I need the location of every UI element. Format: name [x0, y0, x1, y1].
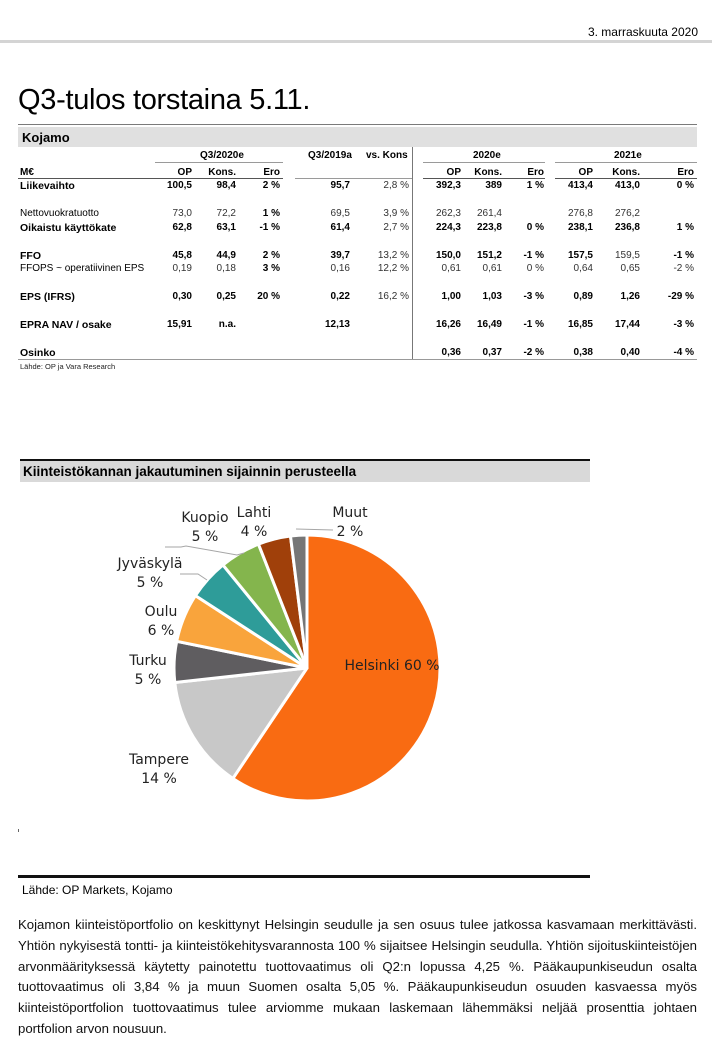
cell-q3-ero: 3 % [262, 263, 280, 274]
muut-leader-line [296, 529, 333, 530]
cell-y21-op: 413,4 [567, 180, 593, 191]
pie-label-muut-value: 2 % [336, 524, 364, 540]
group-underline-2020e [423, 162, 545, 163]
cell-q3-op: 15,91 [166, 319, 192, 330]
subheader-underline [423, 178, 545, 179]
cell-vs-kons: 3,9 % [383, 208, 409, 219]
chart-header [20, 461, 590, 482]
cell-y20-kons: 0,61 [482, 263, 502, 274]
cell-y20-kons: 389 [485, 180, 502, 191]
cell-y20-op: 150,0 [435, 250, 461, 261]
table-bottom-line [18, 359, 697, 360]
pie-label-tampere-value: 14 % [141, 771, 177, 787]
cell-q3-2019: 95,7 [330, 180, 350, 191]
group-header-2021e: 2021e [614, 150, 642, 161]
cell-q3-ero: 20 % [257, 291, 280, 302]
pie-label-jyvskyl-value: 5 % [136, 575, 164, 591]
cell-y20-kons: 0,37 [482, 347, 502, 358]
subheader-ero: Ero [677, 167, 694, 178]
pie-label-tampere-name: Tampere [128, 752, 190, 768]
cell-q3-kons: 63,1 [216, 222, 236, 233]
estimates-table [0, 0, 720, 380]
pie-label-lahti-name: Lahti [236, 505, 272, 521]
cell-y20-kons: 1,03 [482, 291, 502, 302]
cell-q3-ero: -1 % [259, 222, 280, 233]
row-label: EPRA NAV / osake [20, 319, 112, 331]
cell-y20-op: 16,26 [435, 319, 461, 330]
cell-y20-kons: 151,2 [476, 250, 502, 261]
cell-y20-op: 1,00 [441, 291, 461, 302]
cell-vs-kons: 2,8 % [383, 180, 409, 191]
cell-y21-kons: 17,44 [614, 319, 640, 330]
cell-q3-ero: 2 % [262, 250, 280, 261]
cell-q3-2019: 39,7 [330, 250, 350, 261]
group-header-2020e: 2020e [473, 150, 501, 161]
chart-source: Lähde: OP Markets, Kojamo [22, 883, 173, 897]
cell-y20-ero: 0 % [526, 222, 544, 233]
cell-y20-ero: -1 % [523, 250, 544, 261]
subheader-ero: Ero [527, 167, 544, 178]
pie-label-oulu-name: Oulu [144, 604, 178, 620]
cell-q3-ero: 1 % [262, 208, 280, 219]
subheader-underline [555, 178, 697, 179]
cell-y20-ero: 0 % [526, 263, 544, 274]
chart-tick-mark [18, 829, 19, 832]
subheader-op: OP [177, 167, 192, 178]
cell-y21-kons: 159,5 [614, 250, 640, 261]
pie-label-kuopio-value: 5 % [191, 529, 219, 545]
cell-y21-op: 0,64 [573, 263, 593, 274]
cell-q3-op: 0,30 [172, 291, 192, 302]
cell-q3-2019: 0,16 [330, 263, 350, 274]
pie-chart [0, 490, 720, 820]
pie-label-oulu-value: 6 % [147, 623, 175, 639]
group-underline-q3 [155, 162, 283, 163]
subheader-ero: Ero [263, 167, 280, 178]
column-separator [412, 147, 413, 359]
cell-y21-kons: 276,2 [614, 208, 640, 219]
row-label: Oikaistu käyttökate [20, 222, 117, 234]
cell-y20-op: 0,36 [441, 347, 461, 358]
row-label: EPS (IFRS) [20, 291, 75, 303]
cell-y21-kons: 0,40 [620, 347, 640, 358]
cell-y21-op: 0,38 [573, 347, 593, 358]
cell-q3-kons: 44,9 [216, 250, 236, 261]
subheader-kons: Kons. [612, 167, 640, 178]
cell-q3-kons: 72,2 [216, 208, 236, 219]
cell-y20-kons: 223,8 [476, 222, 502, 233]
pie-label-helsinki-value: Helsinki 60 % [344, 658, 440, 674]
cell-y20-ero: -3 % [523, 291, 544, 302]
cell-vs-kons: 16,2 % [377, 291, 409, 302]
cell-y21-ero: -1 % [673, 250, 694, 261]
subheader-kons: Kons. [208, 167, 236, 178]
cell-q3-2019: 0,22 [330, 291, 350, 302]
pie-label-jyvskyl-name: Jyväskylä [117, 556, 183, 572]
cell-y21-ero: 1 % [676, 222, 694, 233]
cell-q3-kons: 0,25 [216, 291, 236, 302]
group-header-q3-2019a: Q3/2019a [308, 150, 352, 161]
cell-y21-op: 16,85 [567, 319, 593, 330]
page-title: Q3-tulos torstaina 5.11. [18, 84, 311, 116]
cell-y21-kons: 0,65 [620, 263, 640, 274]
cell-q3-2019: 61,4 [330, 222, 350, 233]
row-label: Nettovuokratuotto [20, 208, 99, 219]
cell-q3-ero: 2 % [262, 180, 280, 191]
cell-y20-ero: 1 % [526, 180, 544, 191]
kuopio-leader-line [165, 546, 244, 555]
cell-q3-op: 45,8 [172, 250, 192, 261]
cell-y20-op: 262,3 [435, 208, 461, 219]
cell-y20-ero: -1 % [523, 319, 544, 330]
cell-y21-op: 276,8 [567, 208, 593, 219]
pie-label-turku-name: Turku [129, 653, 167, 669]
cell-y21-ero: 0 % [676, 180, 694, 191]
subheader-kons: Kons. [474, 167, 502, 178]
report-date: 3. marraskuuta 2020 [587, 25, 698, 39]
pie-label-turku-value: 5 % [134, 672, 162, 688]
row-label: FFO [20, 250, 41, 262]
cell-y21-kons: 1,26 [620, 291, 640, 302]
cell-q3-op: 0,19 [172, 263, 192, 274]
cell-q3-op: 73,0 [172, 208, 192, 219]
row-label: FFOPS ~ operatiivinen EPS [20, 263, 145, 274]
chart-title: Kiinteistökannan jakautuminen sijainnin perusteella [23, 464, 357, 479]
row-label: Osinko [20, 347, 56, 359]
cell-y21-ero: -29 % [667, 291, 694, 302]
cell-q3-kons: 98,4 [216, 180, 236, 191]
unit-label: M€ [20, 167, 34, 178]
jyvaskyla-leader-line [180, 574, 207, 580]
cell-q3-2019: 69,5 [330, 208, 350, 219]
chart-bottom-divider [18, 875, 590, 878]
body-paragraph: Kojamon kiinteistöportfolio on keskittynyt Helsingin seudulle ja sen osuus tulee jatkossa kasvamaan merkittävästi. Yhtiön nykyisestä tontti- ja kiinteistökehitysvarannosta 100 % sijaitsee Helsingin seudulla. Yhtiön sijoituskiinteistöjen arvonmäärityksessä käytetty painotettu tuottovaatimus oli Q2:n lopussa 4,25 %. Pääkaupunkiseudun osalta tuottovaatimus oli 3,84 % ja muun Suomen osalta 5,05 %. Pääkaupunkiseudun osuuden kasvaessa myös kiinteistöportfolion tuottovaatimus tulee arviomme mukaan laskemaan lähemmäksi neljää prosenttia johtaen portfolion arvon nousuun. [18, 917, 697, 1036]
cell-y21-kons: 413,0 [614, 180, 640, 191]
cell-vs-kons: 12,2 % [377, 263, 409, 274]
cell-y20-ero: -2 % [523, 347, 544, 358]
cell-y20-kons: 261,4 [476, 208, 502, 219]
subheader-op: OP [446, 167, 461, 178]
cell-q3-op: 62,8 [172, 222, 192, 233]
cell-y21-op: 157,5 [567, 250, 593, 261]
subheader-underline [295, 178, 412, 179]
subheader-op: OP [578, 167, 593, 178]
cell-q3-kons: n.a. [218, 319, 236, 330]
pie-label-muut-name: Muut [332, 505, 368, 521]
cell-q3-op: 100,5 [166, 180, 192, 191]
cell-y20-op: 392,3 [435, 180, 461, 191]
cell-y21-op: 0,89 [573, 291, 593, 302]
subheader-underline [18, 178, 283, 179]
cell-y21-kons: 236,8 [614, 222, 640, 233]
group-header-q3-2020e: Q3/2020e [200, 150, 244, 161]
pie-label-lahti-value: 4 % [240, 524, 268, 540]
cell-y21-ero: -2 % [673, 263, 694, 274]
group-underline-2021e [555, 162, 697, 163]
table-source: Lähde: OP ja Vara Research [20, 362, 116, 371]
cell-y21-op: 238,1 [567, 222, 593, 233]
cell-y21-ero: -3 % [673, 319, 694, 330]
company-name: Kojamo [22, 130, 70, 145]
pie-label-kuopio-name: Kuopio [181, 510, 229, 526]
cell-y20-kons: 16,49 [476, 319, 502, 330]
cell-vs-kons: 2,7 % [383, 222, 409, 233]
cell-q3-kons: 0,18 [216, 263, 236, 274]
cell-y20-op: 0,61 [441, 263, 461, 274]
cell-vs-kons: 13,2 % [377, 250, 409, 261]
cell-y20-op: 224,3 [435, 222, 461, 233]
cell-y21-ero: -4 % [673, 347, 694, 358]
row-label: Liikevaihto [20, 180, 75, 192]
cell-q3-2019: 12,13 [324, 319, 350, 330]
group-header-vs-kons: vs. Kons [366, 150, 408, 161]
